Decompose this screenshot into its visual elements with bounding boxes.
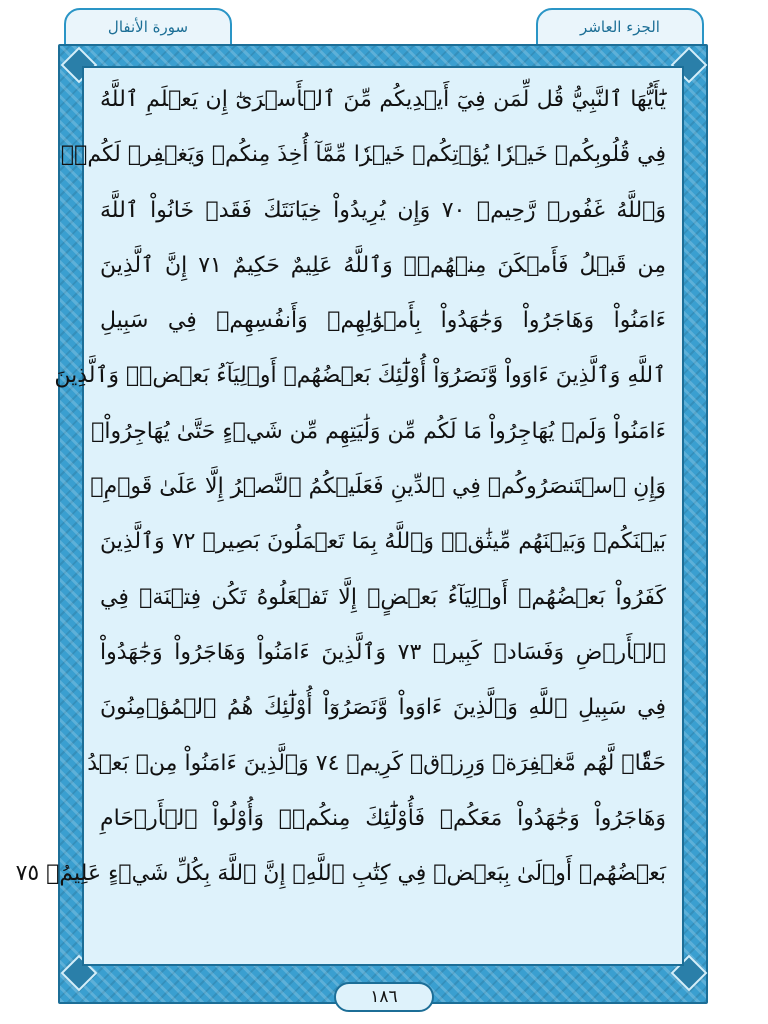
text-line: فِي سَبِيلِ ٱللَّهِ وَٱلَّذِينَ ءَاوَواْ وَّنَصَرُوٓاْ أُوْلَٰٓئِكَ هُمُ ٱلۡمُؤۡمِنُونَ (100, 695, 666, 721)
text-line: وَٱللَّهُ غَفُورٞ رَّحِيمٞ ٧٠ وَإِن يُرِيدُواْ خِيَانَتَكَ فَقَدۡ خَانُواْ ٱللَّهَ (100, 197, 666, 223)
surah-header (64, 8, 232, 46)
juz-header (536, 8, 704, 46)
text-line: كَفَرُواْ بَعۡضُهُمۡ أَوۡلِيَآءُ بَعۡضٍۚ إِلَّا تَفۡعَلُوهُ تَكُن فِتۡنَةٞ فِي (100, 584, 666, 610)
text-line: فِي قُلُوبِكُمۡ خَيۡرٗا يُؤۡتِكُمۡ خَيۡرٗا مِّمَّآ أُخِذَ مِنكُمۡ وَيَغۡفِرۡ لَكُمۡۚ (60, 142, 666, 168)
text-line: بَعۡضُهُمۡ أَوۡلَىٰ بِبَعۡضٖ فِي كِتَٰبِ ٱللَّهِۚ إِنَّ ٱللَّهَ بِكُلِّ شَيۡءٍ عَلِيمُۢ ٧٥ (15, 861, 666, 887)
surah-label: سورة الأنفال (107, 18, 189, 36)
page-number-label: ١٨٦ (370, 987, 398, 1007)
page-number (334, 982, 434, 1012)
text-line: وَإِنِ ٱسۡتَنصَرُوكُمۡ فِي ٱلدِّينِ فَعَلَيۡكُمُ ٱلنَّصۡرُ إِلَّا عَلَىٰ قَوۡمِۭ (90, 474, 666, 500)
text-line: حَقّٗاۚ لَّهُم مَّغۡفِرَةٞ وَرِزۡقٞ كَرِيمٞ ٧٤ وَٱلَّذِينَ ءَامَنُواْ مِنۢ بَعۡدُ (87, 750, 666, 776)
text-line: وَهَاجَرُواْ وَجَٰهَدُواْ مَعَكُمۡ فَأُوْلَٰٓئِكَ مِنكُمۡۚ وَأُوْلُواْ ٱلۡأَرۡحَامِ (100, 805, 666, 831)
juz-label: الجزء العاشر (580, 18, 660, 36)
quran-text (15, 72, 666, 901)
text-line: ٱللَّهِ وَٱلَّذِينَ ءَاوَواْ وَّنَصَرُوٓاْ أُوْلَٰٓئِكَ بَعۡضُهُمۡ أَوۡلِيَآءُ بَعۡضٖۚ وَٱلَّذِينَ (54, 363, 666, 389)
text-line: بَيۡنَكُمۡ وَبَيۡنَهُم مِّيثَٰقٞۗ وَٱللَّهُ بِمَا تَعۡمَلُونَ بَصِيرٞ ٧٢ وَٱلَّذِينَ (100, 529, 666, 555)
text-line: ٱلۡأَرۡضِ وَفَسَادٞ كَبِيرٞ ٧٣ وَٱلَّذِينَ ءَامَنُواْ وَهَاجَرُواْ وَجَٰهَدُواْ (100, 639, 666, 665)
text-line: ءَامَنُواْ وَهَاجَرُواْ وَجَٰهَدُواْ بِأَمۡوَٰلِهِمۡ وَأَنفُسِهِمۡ فِي سَبِيلِ (100, 308, 666, 334)
text-line: ءَامَنُواْ وَلَمۡ يُهَاجِرُواْ مَا لَكُم مِّن وَلَٰيَتِهِم مِّن شَيۡءٍ حَتَّىٰ يُهَاجِرُواْۚ (91, 418, 666, 444)
text-line: مِن قَبۡلُ فَأَمۡكَنَ مِنۡهُمۡۗ وَٱللَّهُ عَلِيمٌ حَكِيمٌ ٧١ إِنَّ ٱلَّذِينَ (100, 252, 666, 278)
text-line: يَٰٓأَيُّهَا ٱلنَّبِيُّ قُل لِّمَن فِيٓ أَيۡدِيكُم مِّنَ ٱلۡأَسۡرَىٰٓ إِن يَعۡلَمِ ٱللَّهُ (100, 87, 666, 112)
